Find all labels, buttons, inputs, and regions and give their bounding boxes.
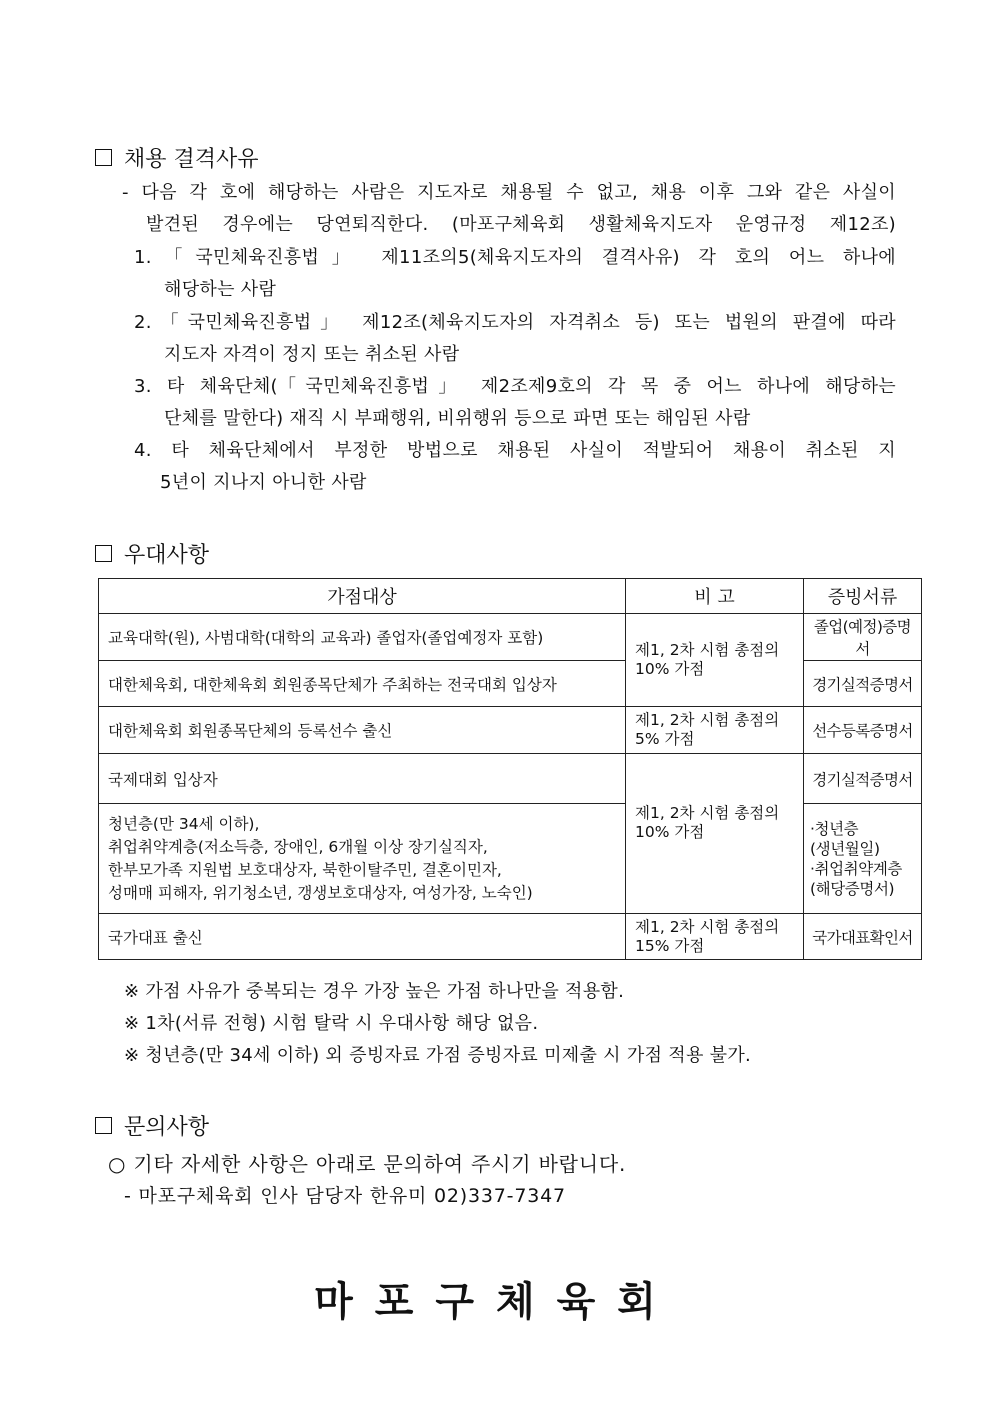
disq-item-1-line-1: 1.「국민체육진흥법」 제11조의5(체육지도자의 결격사유) 각 호의 어느 하나에 — [134, 247, 896, 268]
section-heading-inquiry — [95, 1110, 209, 1141]
section-title: 우대사항 — [124, 543, 210, 568]
note-line: 10% 가점 — [635, 660, 705, 678]
table-cell-doc: 졸업(예정)증명서 — [804, 614, 922, 661]
section-title: 채용 결격사유 — [124, 147, 259, 172]
section-title: 문의사항 — [124, 1115, 210, 1140]
inquiry-line-1: ○ 기타 자세한 사항은 아래로 문의하여 주시기 바랍니다. — [108, 1152, 627, 1176]
section-heading-preference — [95, 538, 209, 569]
disq-item-2-line-1: 2.「국민체육진흥법」 제12조(체육지도자의 자격취소 등) 또는 법원의 판결에 따라 — [134, 312, 896, 333]
column-header: 가점대상 — [99, 579, 626, 614]
remark-1: ※ 가점 사유가 중복되는 경우 가장 높은 가점 하나만을 적용함. — [124, 981, 625, 1002]
table-cell-doc: 국가대표확인서 — [804, 914, 922, 960]
disq-item-4-line-2: 5년이 지나지 아니한 사람 — [160, 472, 367, 493]
table-cell-doc: 선수등록증명서 — [804, 707, 922, 754]
disq-item-4-line-1: 4. 타 체육단체에서 부정한 방법으로 채용된 사실이 적발되어 채용이 취소된 지 — [134, 440, 896, 461]
note-line: 제1, 2차 시험 총점의 — [635, 917, 780, 936]
doc-line: ·취업취약계층 — [810, 859, 902, 878]
disq-item-2-line-2: 지도자 자격이 정지 또는 취소된 사람 — [164, 344, 460, 365]
note-line: 15% 가점 — [635, 936, 705, 955]
note-line: 제1, 2차 시험 총점의 — [635, 804, 780, 822]
disq-item-3-line-1: 3. 타 체육단체(「국민체육진흥법」 제2조제9호의 각 목 중 어느 하나에 해당하는 — [134, 376, 896, 397]
note-line: 10% 가점 — [635, 823, 705, 841]
target-line: 청년층(만 34세 이하), — [108, 814, 260, 833]
target-line: 취업취약계층(저소득층, 장애인, 6개월 이상 장기실직자, — [108, 837, 488, 856]
table-cell-doc: 경기실적증명서 — [804, 754, 922, 804]
table-cell-note — [626, 914, 804, 960]
table-cell-note — [626, 707, 804, 754]
table-cell-target: 국제대회 입상자 — [99, 754, 626, 804]
note-line: 5% 가점 — [635, 730, 695, 748]
remark-3: ※ 청년층(만 34세 이하) 외 증빙자료 가점 증빙자료 미제출 시 가점 적용 불가. — [124, 1045, 752, 1066]
table-cell-note — [626, 754, 804, 914]
doc-line: ·청년층 — [810, 819, 859, 838]
intro-line-1: - 다음 각 호에 해당하는 사람은 지도자로 채용될 수 없고, 채용 이후 그와 같은 사실이 — [122, 182, 896, 203]
inquiry-contact: - 마포구체육회 인사 담당자 한유미 02)337-7347 — [124, 1185, 566, 1207]
checkbox-square-icon — [95, 1117, 112, 1134]
disq-item-1-line-2: 해당하는 사람 — [164, 279, 277, 300]
section-heading-disqualification — [95, 142, 259, 173]
target-line: 성매매 피해자, 위기청소년, 갱생보호대상자, 여성가장, 노숙인) — [108, 883, 533, 902]
table-cell-note — [626, 614, 804, 707]
table-cell-doc — [804, 804, 922, 914]
table-cell-target: 대한체육회, 대한체육회 회원종목단체가 주최하는 전국대회 입상자 — [99, 661, 626, 707]
column-header: 비 고 — [626, 579, 804, 614]
table-cell-target: 국가대표 출신 — [99, 914, 626, 960]
checkbox-square-icon — [95, 149, 112, 166]
remark-2: ※ 1차(서류 전형) 시험 탈락 시 우대사항 해당 없음. — [124, 1013, 539, 1034]
table-cell-target: 교육대학(원), 사범대학(대학의 교육과) 졸업자(졸업예정자 포함) — [99, 614, 626, 661]
disq-item-3-line-2: 단체를 말한다) 재직 시 부패행위, 비위행위 등으로 파면 또는 해임된 사람 — [164, 408, 751, 429]
column-header: 증빙서류 — [804, 579, 922, 614]
note-line: 제1, 2차 시험 총점의 — [635, 641, 780, 659]
note-line: 제1, 2차 시험 총점의 — [635, 711, 780, 729]
table-cell-target — [99, 804, 626, 914]
target-line: 한부모가족 지원법 보호대상자, 북한이탈주민, 결혼이민자, — [108, 860, 502, 879]
table-cell-doc: 경기실적증명서 — [804, 661, 922, 707]
table-cell-target: 대한체육회 회원종목단체의 등록선수 출신 — [99, 707, 626, 754]
checkbox-square-icon — [95, 545, 112, 562]
doc-line: (해당증명서) — [810, 879, 895, 898]
doc-line: (생년월일) — [810, 839, 880, 858]
organization-name: 마포구체육회 — [314, 1279, 678, 1325]
preference-table — [98, 578, 922, 960]
intro-line-2: 발견된 경우에는 당연퇴직한다. (마포구체육회 생활체육지도자 운영규정 제12조) — [146, 214, 896, 235]
